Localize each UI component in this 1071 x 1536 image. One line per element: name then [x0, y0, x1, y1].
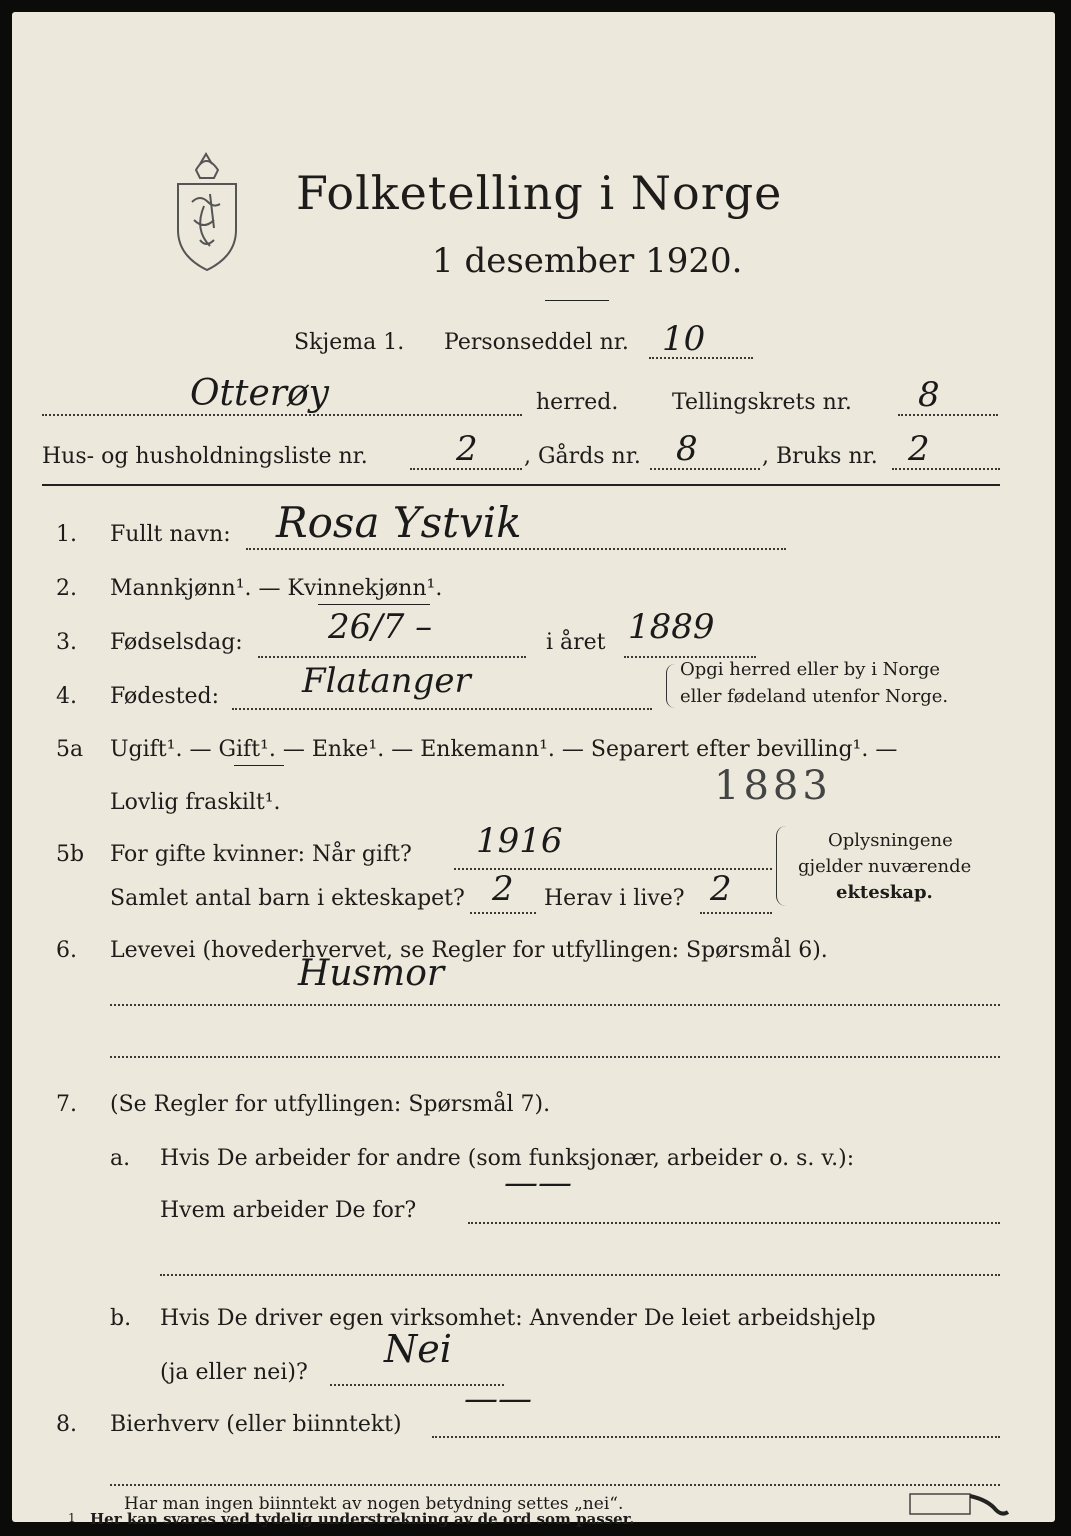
- q4-note-line1: Opgi herred eller by i Norge: [680, 659, 941, 680]
- herred-label: herred.: [536, 390, 619, 415]
- printer-stamp-mark: [908, 1490, 1018, 1520]
- personseddel-label: Personseddel nr.: [444, 330, 629, 355]
- q4-value: Flatanger: [302, 661, 471, 701]
- q5b-note-line3: ekteskap.: [836, 882, 933, 903]
- q5b-note-line2: gjelder nuværende: [798, 856, 972, 877]
- q3-number: 3.: [56, 630, 77, 655]
- q7a-number: a.: [110, 1146, 131, 1171]
- q1-field: [246, 548, 786, 550]
- hus-label: Hus- og husholdningsliste nr.: [42, 444, 368, 469]
- hus-value: 2: [456, 429, 478, 469]
- bruks-value: 2: [908, 429, 930, 469]
- q6-number: 6.: [56, 938, 77, 963]
- q5b-children-value: 2: [492, 869, 514, 909]
- q7a-line2: Hvem arbeider De for?: [160, 1198, 417, 1223]
- q7-number: 7.: [56, 1092, 77, 1117]
- q4-note-bracket: [666, 664, 675, 708]
- gards-label: , Gårds nr.: [524, 444, 641, 469]
- personseddel-value: 10: [662, 319, 706, 359]
- q4-label: Fødested:: [110, 684, 220, 709]
- q1-label: Fullt navn:: [110, 522, 231, 547]
- tellingskrets-field: [898, 414, 998, 416]
- q3-year-value: 1889: [628, 607, 715, 647]
- q3-field: [258, 656, 526, 658]
- title-divider: [545, 300, 609, 301]
- q8-field: [432, 1436, 1000, 1438]
- q4-field: [232, 708, 652, 710]
- bruks-label: , Bruks nr.: [762, 444, 878, 469]
- skjema-label: Skjema 1.: [294, 330, 405, 355]
- gards-field: [650, 468, 760, 470]
- q7b-line2: (ja eller nei)?: [160, 1360, 308, 1385]
- q5b-note-bracket: [776, 826, 787, 906]
- header-rule: [42, 484, 1000, 486]
- gards-value: 8: [676, 429, 698, 469]
- tellingskrets-label: Tellingskrets nr.: [672, 390, 852, 415]
- q3-year-label: i året: [546, 630, 606, 655]
- q5b-married-value: 1916: [476, 821, 563, 861]
- q1-number: 1.: [56, 522, 77, 547]
- q6-field-line2: [110, 1056, 1000, 1058]
- q5b-label1: For gifte kvinner: Når gift?: [110, 842, 412, 867]
- q6-value: Husmor: [298, 953, 445, 994]
- q1-value: Rosa Ystvik: [276, 498, 522, 547]
- q5b-alive-field: [700, 912, 772, 914]
- q7a-line1: Hvis De arbeider for andre (som funksjonær, arbeider o. s. v.):: [160, 1146, 855, 1171]
- footnote-text: Her kan svares ved tydelig understrekning av de ord som passer.: [90, 1510, 635, 1528]
- q2-number: 2.: [56, 576, 77, 601]
- q7a-value: ——: [504, 1163, 572, 1203]
- q5b-label3: Herav i live?: [544, 886, 685, 911]
- q7-label: (Se Regler for utfyllingen: Spørsmål 7).: [110, 1092, 551, 1117]
- q8-label: Bierhverv (eller biinntekt): [110, 1412, 402, 1437]
- q6-field-line1: [110, 1004, 1000, 1006]
- q3-label: Fødselsdag:: [110, 630, 243, 655]
- q3-year-field: [624, 656, 756, 658]
- footer-note: Har man ingen biinntekt av nogen betydning settes „nei“.: [124, 1494, 624, 1514]
- q5b-label2: Samlet antal barn i ekteskapet?: [110, 886, 465, 911]
- q5a-underline-gift: [234, 765, 284, 766]
- census-form: [12, 12, 1055, 1528]
- q4-note-line2: eller fødeland utenfor Norge.: [680, 686, 949, 707]
- q4-number: 4.: [56, 684, 77, 709]
- q5a-line2: Lovlig fraskilt¹.: [110, 790, 281, 815]
- q5a-number: 5a: [56, 737, 84, 762]
- q8-number: 8.: [56, 1412, 77, 1437]
- q7b-number: b.: [110, 1306, 132, 1331]
- q7a-field-line2: [160, 1274, 1000, 1276]
- q2-underline-kvinnekjonn: [318, 604, 430, 605]
- q5b-note-line1: Oplysningene: [828, 830, 953, 851]
- tellingskrets-value: 8: [918, 375, 940, 415]
- q2-label: Mannkjønn¹. — Kvinnekjønn¹.: [110, 576, 443, 601]
- q8-field-line2: [110, 1484, 1000, 1486]
- coat-of-arms-emblem: [170, 150, 244, 276]
- q7a-field: [468, 1222, 1000, 1224]
- q8-value: ——: [464, 1379, 532, 1419]
- q5b-number: 5b: [56, 842, 85, 867]
- herred-value: Otterøy: [190, 373, 329, 414]
- q6-label: Levevei (hovederhvervet, se Regler for utfyllingen: Spørsmål 6).: [110, 938, 828, 963]
- q5a-line1: Ugift¹. — Gift¹. — Enke¹. — Enkemann¹. — Separert efter bevilling¹. —: [110, 737, 898, 762]
- form-title: Folketelling i Norge: [296, 166, 783, 220]
- q7b-value: Nei: [384, 1327, 452, 1371]
- q5b-children-field: [470, 912, 536, 914]
- census-date: 1 desember 1920.: [432, 241, 743, 281]
- footnote-mark: 1: [68, 1511, 76, 1525]
- q7b-line1: Hvis De driver egen virksomhet: Anvender De leiet arbeidshjelp: [160, 1306, 876, 1331]
- herred-field: [42, 414, 522, 416]
- q5b-alive-value: 2: [710, 869, 732, 909]
- q3-value: 26/7 –: [328, 607, 433, 647]
- q5a-annotation: 1883: [714, 763, 832, 809]
